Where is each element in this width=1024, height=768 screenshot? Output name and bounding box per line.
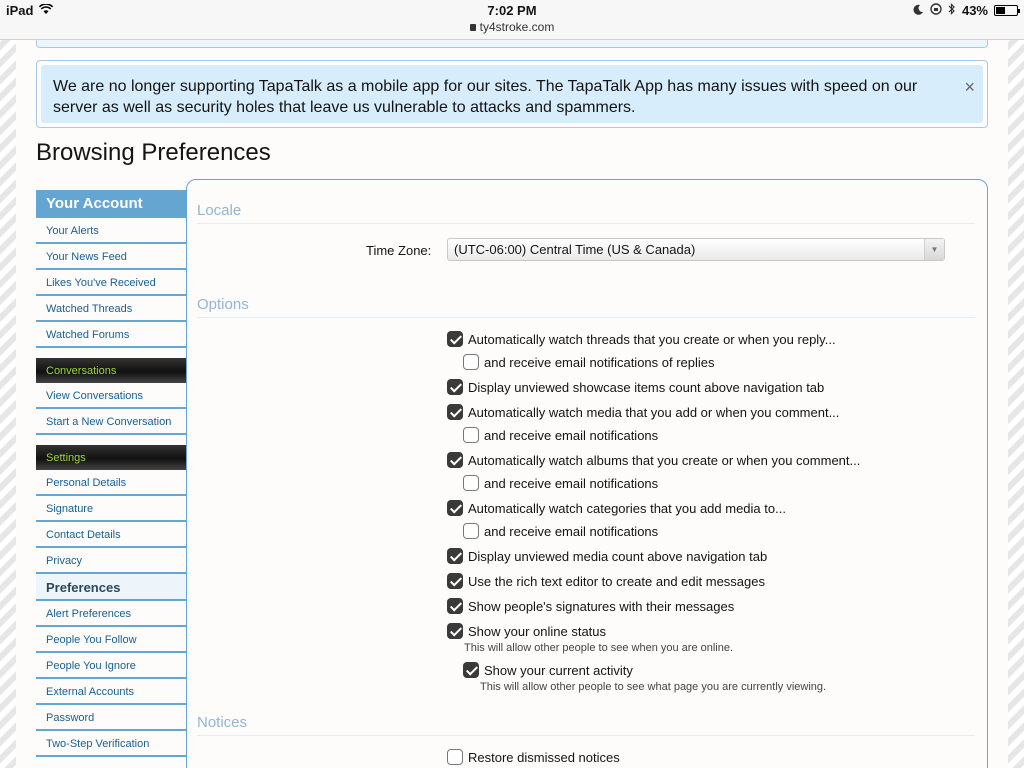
option-label: Automatically watch categories that you add media to... bbox=[468, 500, 786, 516]
address-bar[interactable] bbox=[0, 20, 1024, 34]
checkbox[interactable] bbox=[463, 662, 479, 678]
sidebar-item-privacy[interactable]: Privacy bbox=[36, 548, 186, 574]
option-label: Automatically watch albums that you create or when you comment... bbox=[468, 452, 861, 468]
option-label: and receive email notifications of replies bbox=[484, 354, 715, 370]
checkbox[interactable] bbox=[447, 404, 463, 420]
option-email-media[interactable] bbox=[463, 427, 658, 443]
option-email-categories[interactable] bbox=[463, 523, 658, 539]
status-right bbox=[913, 3, 1018, 18]
sidebar-gap bbox=[36, 348, 186, 358]
option-label: and receive email notifications bbox=[484, 475, 659, 491]
checkbox[interactable] bbox=[447, 452, 463, 468]
option-watch-threads[interactable] bbox=[447, 331, 836, 347]
option-label: Automatically watch media that you add or when you comment... bbox=[468, 404, 840, 420]
sidebar-item-preferences[interactable]: Preferences bbox=[36, 574, 186, 601]
account-sidebar bbox=[36, 190, 186, 757]
sidebar-item-start-conversation[interactable]: Start a New Conversation bbox=[36, 409, 186, 435]
battery-icon bbox=[994, 5, 1018, 16]
timezone-label: Time Zone: bbox=[366, 243, 432, 258]
option-label: Show your current activity bbox=[484, 662, 633, 678]
option-email-albums[interactable] bbox=[463, 475, 658, 491]
lock-icon bbox=[470, 24, 476, 31]
option-label: Show people's signatures with their messages bbox=[468, 598, 735, 614]
option-label: and receive email notifications bbox=[484, 427, 659, 443]
sidebar-item-your-alerts[interactable]: Your Alerts bbox=[36, 218, 186, 244]
sidebar-item-password[interactable]: Password bbox=[36, 705, 186, 731]
checkbox[interactable] bbox=[447, 379, 463, 395]
checkbox[interactable] bbox=[447, 623, 463, 639]
section-title-notices: Notices bbox=[197, 714, 975, 736]
device-name: iPad bbox=[6, 3, 34, 18]
sidebar-item-people-you-ignore[interactable]: People You Ignore bbox=[36, 653, 186, 679]
section-title-locale: Locale bbox=[197, 202, 975, 224]
url-text: ty4stroke.com bbox=[479, 20, 555, 34]
sidebar-item-signature[interactable]: Signature bbox=[36, 496, 186, 522]
notice-box bbox=[36, 60, 988, 128]
sidebar-gap bbox=[36, 435, 186, 445]
preferences-panel bbox=[186, 179, 988, 768]
option-restore-notices[interactable] bbox=[447, 749, 620, 765]
battery-fill bbox=[996, 7, 1005, 14]
option-email-replies[interactable] bbox=[463, 354, 715, 370]
moon-icon bbox=[913, 3, 924, 18]
sidebar-item-personal-details[interactable]: Personal Details bbox=[36, 470, 186, 496]
option-label: Restore dismissed notices bbox=[468, 749, 620, 765]
sidebar-item-alert-preferences[interactable]: Alert Preferences bbox=[36, 601, 186, 627]
checkbox[interactable] bbox=[447, 548, 463, 564]
notice-text: We are no longer supporting TapaTalk as a mobile app for our sites. The TapaTalk App has many issues with speed on our server as well as security holes that leave us vulnerable to attacks and spammers. bbox=[53, 78, 918, 116]
timezone-select[interactable] bbox=[447, 238, 945, 261]
section-title-options: Options bbox=[197, 296, 975, 318]
breadcrumb bbox=[36, 40, 988, 48]
current-activity-hint: This will allow other people to see what page you are currently viewing. bbox=[480, 681, 827, 693]
option-watch-albums[interactable] bbox=[447, 452, 860, 468]
lock-rotation-icon bbox=[930, 3, 942, 18]
status-bar bbox=[0, 0, 1024, 40]
sidebar-item-people-you-follow[interactable]: People You Follow bbox=[36, 627, 186, 653]
bluetooth-icon bbox=[948, 3, 956, 18]
page-title: Browsing Preferences bbox=[36, 139, 271, 166]
battery-percent: 43% bbox=[961, 3, 988, 18]
checkbox[interactable] bbox=[447, 598, 463, 614]
option-showcase-count[interactable] bbox=[447, 379, 824, 395]
close-icon[interactable]: × bbox=[964, 77, 975, 97]
option-show-signatures[interactable] bbox=[447, 598, 734, 614]
status-time: 7:02 PM bbox=[487, 3, 537, 18]
online-status-hint: This will allow other people to see when you are online. bbox=[464, 642, 734, 654]
page bbox=[16, 40, 1008, 768]
sidebar-item-contact-details[interactable]: Contact Details bbox=[36, 522, 186, 548]
option-online-status[interactable] bbox=[447, 623, 606, 639]
checkbox[interactable] bbox=[463, 523, 479, 539]
sidebar-item-likes-received[interactable]: Likes You've Received bbox=[36, 270, 186, 296]
chevron-down-icon: ▼ bbox=[924, 239, 944, 260]
option-label: and receive email notifications bbox=[484, 523, 659, 539]
option-label: Automatically watch threads that you create or when you reply... bbox=[468, 331, 836, 347]
checkbox[interactable] bbox=[447, 500, 463, 516]
checkbox[interactable] bbox=[447, 573, 463, 589]
sidebar-item-external-accounts[interactable]: External Accounts bbox=[36, 679, 186, 705]
sidebar-item-your-news-feed[interactable]: Your News Feed bbox=[36, 244, 186, 270]
sidebar-item-watched-forums[interactable]: Watched Forums bbox=[36, 322, 186, 348]
sidebar-item-watched-threads[interactable]: Watched Threads bbox=[36, 296, 186, 322]
option-watch-media[interactable] bbox=[447, 404, 839, 420]
sidebar-item-view-conversations[interactable]: View Conversations bbox=[36, 383, 186, 409]
option-label: Display unviewed showcase items count above navigation tab bbox=[468, 379, 825, 395]
checkbox[interactable] bbox=[463, 475, 479, 491]
option-media-count[interactable] bbox=[447, 548, 767, 564]
timezone-value: (UTC-06:00) Central Time (US & Canada) bbox=[454, 242, 696, 257]
option-label: Use the rich text editor to create and edit messages bbox=[468, 573, 765, 589]
background-pattern-left bbox=[0, 0, 16, 768]
sidebar-item-two-step-verification[interactable]: Two-Step Verification bbox=[36, 731, 186, 757]
checkbox[interactable] bbox=[447, 331, 463, 347]
option-label: Show your online status bbox=[468, 623, 607, 639]
sidebar-header[interactable]: Your Account bbox=[36, 190, 186, 218]
sidebar-section-settings: Settings bbox=[36, 445, 186, 470]
checkbox[interactable] bbox=[463, 427, 479, 443]
background-pattern-right bbox=[1008, 0, 1024, 768]
checkbox[interactable] bbox=[463, 354, 479, 370]
option-rich-text-editor[interactable] bbox=[447, 573, 765, 589]
sidebar-section-conversations: Conversations bbox=[36, 358, 186, 383]
option-label: Display unviewed media count above navigation tab bbox=[468, 548, 768, 564]
option-watch-categories[interactable] bbox=[447, 500, 786, 516]
notice-content bbox=[41, 65, 983, 123]
option-current-activity[interactable] bbox=[463, 662, 633, 678]
checkbox[interactable] bbox=[447, 749, 463, 765]
